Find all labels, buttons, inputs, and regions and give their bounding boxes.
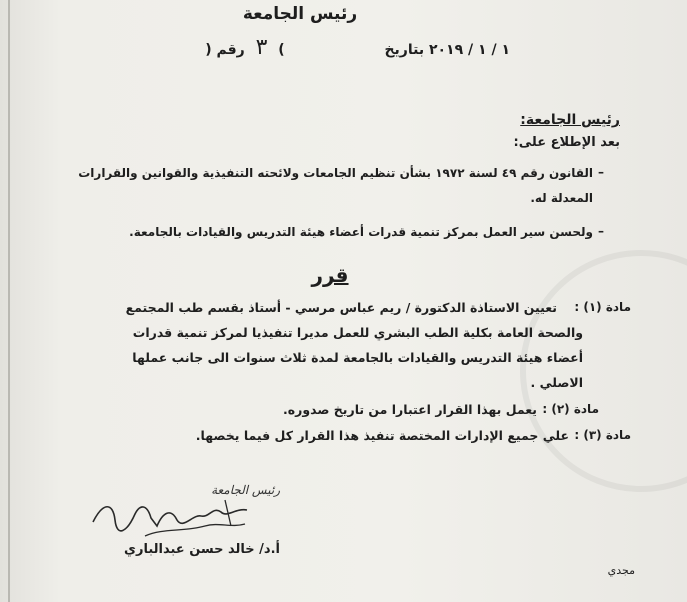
article-1-line-1: تعيين الاستاذة الدكتورة / ريم عباس مرسي - أستاذ بقسم طب المجتمع	[125, 300, 557, 315]
university-seal-watermark	[520, 250, 687, 492]
article-2-line-1: يعمل بهذا القرار اعتبارا من تاريخ صدوره.	[283, 402, 537, 417]
typist-initial: مجدي	[607, 564, 635, 577]
signatory-name: أ.د/ خالد حسن عبدالباري	[124, 542, 280, 557]
article-1-line-2: والصحة العامة بكلية الطب البشري للعمل مديرا تنفيذيا لمركز تنمية قدرات	[132, 325, 583, 340]
ref-close: )	[278, 42, 285, 58]
ref-number: ٣	[255, 35, 268, 60]
after-review-label: بعد الإطلاع على:	[513, 135, 620, 150]
decision-heading: قرر	[311, 263, 349, 287]
page-edge-shadow	[8, 0, 10, 602]
article-1-line-4: الاصلي .	[530, 375, 583, 390]
article-1-label: مادة (١) :	[574, 300, 631, 314]
president-label: رئيس الجامعة:	[520, 112, 620, 128]
signature-title: رئيس الجامعة	[211, 483, 280, 497]
preamble-item-2-line-1: ولحسن سير العمل بمركز تنمية قدرات أعضاء هيئة التدريس والقيادات بالجامعة.	[129, 225, 593, 239]
reference-line	[175, 35, 520, 60]
article-3-label: مادة (٣) :	[574, 428, 631, 442]
date-label: بتاريخ	[384, 42, 425, 58]
preamble-item-1-line-2: المعدلة له.	[530, 191, 593, 205]
article-1-line-3: أعضاء هيئة التدريس والقيادات بالجامعة لمدة ثلاث سنوات الى جانب عملها	[132, 350, 583, 365]
article-2-label: مادة (٢) :	[542, 402, 599, 416]
list-bullet: –	[598, 224, 604, 238]
letterhead-title: رئيس الجامعة	[242, 4, 358, 24]
handwritten-signature-icon	[85, 492, 260, 542]
list-bullet: –	[598, 165, 604, 179]
ref-label: رقم (	[205, 42, 245, 58]
article-3-line-1: علي جميع الإدارات المختصة تنفيذ هذا القرار كل فيما يخصها.	[195, 428, 569, 443]
date-value: ١ / ١ / ٢٠١٩	[428, 42, 510, 58]
preamble-item-1-line-1: القانون رقم ٤٩ لسنة ١٩٧٢ بشأن تنظيم الجامعات ولائحته التنفيذية والقوانين والقرارات	[78, 166, 593, 180]
